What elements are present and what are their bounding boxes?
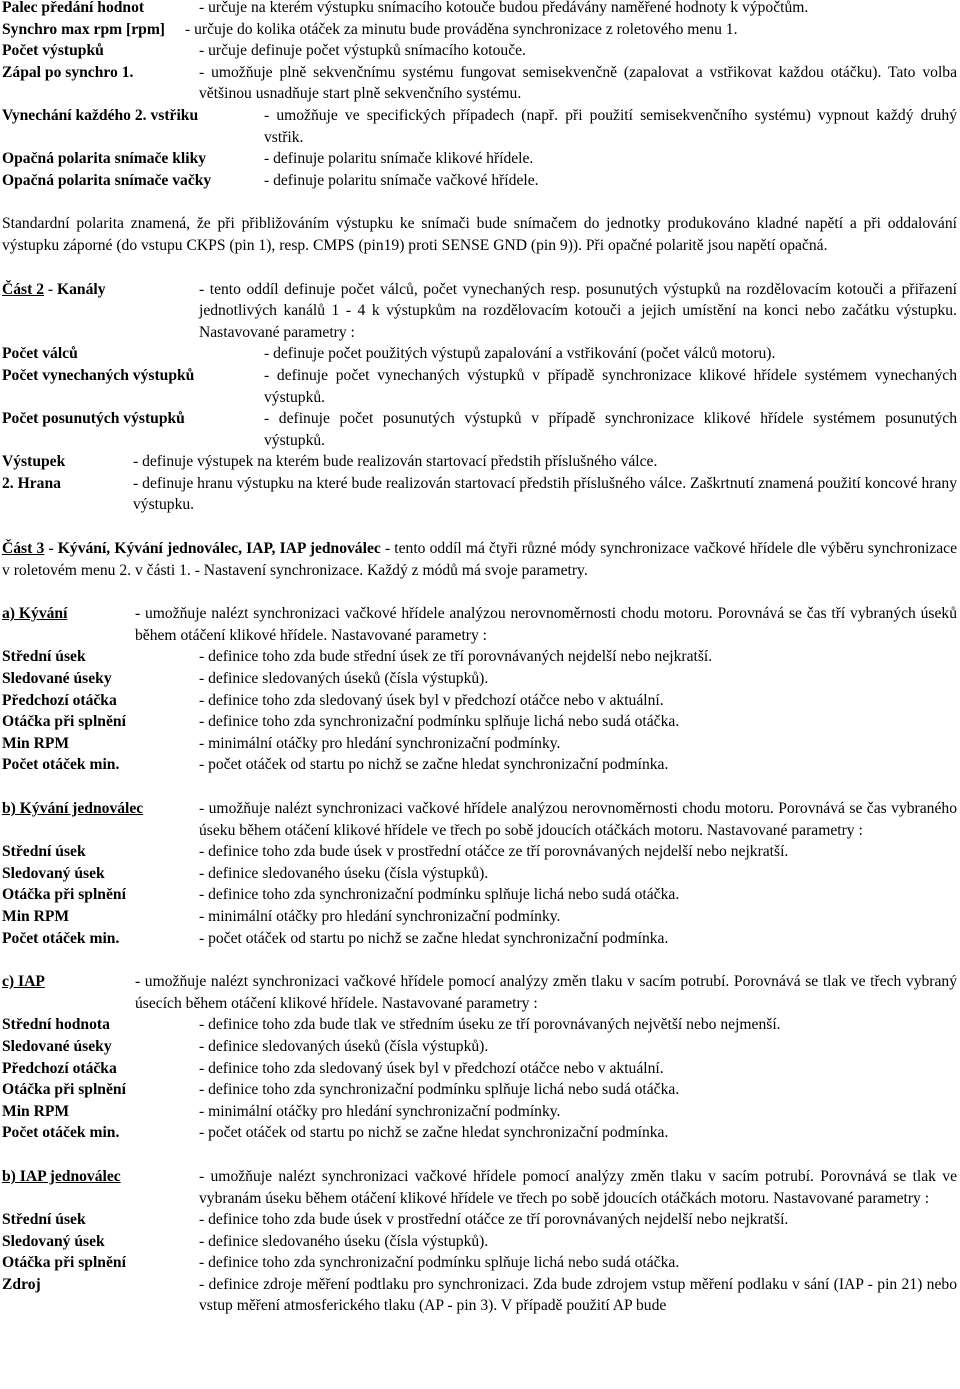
- definition-term: Synchro max rpm [rpm]: [2, 20, 166, 38]
- definition-row: [2, 19, 957, 41]
- definition-row: [2, 105, 957, 148]
- parameter-term: Otáčka při splnění: [2, 713, 126, 731]
- mode-section-iap: [2, 971, 957, 1014]
- parameter-term: Střední hodnota: [2, 1016, 110, 1034]
- mode-title[interactable]: c) IAP: [2, 973, 45, 991]
- definition-text: - definuje polaritu snímače vačkové hřídele.: [264, 171, 539, 189]
- parameter-text: - minimální otáčky pro hledání synchronizační podmínky.: [199, 1102, 561, 1120]
- parameter-row: [2, 1058, 957, 1080]
- parameter-text: - definice toho zda synchronizační podmínku splňuje lichá nebo sudá otáčka.: [199, 1081, 680, 1099]
- parameter-row: [2, 408, 957, 451]
- parameter-term: Otáčka při splnění: [2, 1254, 126, 1272]
- parameter-row: [2, 646, 957, 668]
- document-page: [2, 0, 957, 1317]
- parameter-term: 2. Hrana: [2, 474, 61, 492]
- parameter-text: - definice sledovaných úseků (čísla výstupků).: [199, 670, 489, 688]
- parameter-row: [2, 1014, 957, 1036]
- mode-description: - umožňuje nalézt synchronizaci vačkové hřídele pomocí analýzy změn tlaku v sacím potrubí. Porovnává se tlak ve třech vybraný úsecích během otáčení klikové hřídele. Nastavované parametry :: [135, 973, 957, 1012]
- parameter-term: Počet otáček min.: [2, 929, 120, 947]
- parameter-row: [2, 1231, 957, 1253]
- parameter-text: - definice sledovaných úseků (čísla výstupků).: [199, 1037, 489, 1055]
- part2-heading-row: [2, 279, 957, 344]
- parameter-text: - definice toho zda bude střední úsek ze tří porovnávaných nejdelší nebo nejkratší.: [199, 648, 713, 666]
- mode-parameters: [2, 841, 957, 949]
- mode-title[interactable]: b) IAP jednoválec: [2, 1167, 121, 1185]
- definition-text: - určuje do kolika otáček za minutu bude prováděna synchronizace z roletového menu 1.: [185, 20, 738, 38]
- mode-section-iap-jednovalec: [2, 1166, 957, 1209]
- parameter-text: - minimální otáčky pro hledání synchronizační podmínky.: [199, 734, 561, 752]
- parameter-term: Zdroj: [2, 1275, 41, 1293]
- part2-heading-link[interactable]: Část 2: [2, 280, 45, 298]
- parameter-text: - definice zdroje měření podtlaku pro synchronizaci. Zda bude zdrojem vstup měření podlaku v sání (IAP - pin 21) nebo vstup měření atmosferického tlaku (AP - pin 3). V případě použití AP bude: [199, 1275, 957, 1315]
- parameter-term: Počet otáček min.: [2, 756, 120, 774]
- parameter-row: [2, 690, 957, 712]
- parameter-row: [2, 1079, 957, 1101]
- parameter-text: - definice toho zda sledovaný úsek byl v předchozí otáčce nebo v aktuální.: [199, 691, 664, 709]
- parameter-term: Min RPM: [2, 1102, 70, 1120]
- parameter-text: - počet otáček od startu po nichž se začne hledat synchronizační podmínka.: [199, 756, 669, 774]
- definition-term: Opačná polarita snímače kliky: [2, 150, 207, 168]
- definition-row: [2, 62, 957, 105]
- parameter-term: Výstupek: [2, 453, 66, 471]
- part2-parameters: [2, 343, 957, 516]
- part2-heading-title: - Kanály: [44, 280, 106, 298]
- parameter-text: - počet otáček od startu po nichž se začne hledat synchronizační podmínka.: [199, 929, 669, 947]
- parameter-term: Předchozí otáčka: [2, 691, 117, 709]
- parameter-term: Sledovaný úsek: [2, 1232, 105, 1250]
- parameter-term: Střední úsek: [2, 1211, 86, 1229]
- mode-title[interactable]: a) Kývání: [2, 605, 68, 623]
- parameter-term: Otáčka při splnění: [2, 886, 126, 904]
- part3-heading-link[interactable]: Část 3: [2, 540, 45, 558]
- mode-section-kyvani-jednovalec: [2, 798, 957, 841]
- definition-row: [2, 0, 957, 19]
- definition-row: [2, 40, 957, 62]
- parameter-text: - minimální otáčky pro hledání synchronizační podmínky.: [199, 907, 561, 925]
- parameter-term: Sledované úseky: [2, 670, 112, 688]
- parameter-row: [2, 365, 957, 408]
- parameter-text: - definice toho zda bude tlak ve středním úseku ze tří porovnávaných největší nebo nejmenší.: [199, 1016, 781, 1034]
- parameter-term: Počet posunutých výstupků: [2, 410, 185, 428]
- definition-row: [2, 148, 957, 170]
- parameter-text: - definice toho zda synchronizační podmínku splňuje lichá nebo sudá otáčka.: [199, 886, 680, 904]
- parameter-term: Sledované úseky: [2, 1037, 112, 1055]
- mode-parameters: [2, 1209, 957, 1317]
- parameter-text: - definice toho zda bude úsek v prostřední otáčce ze tří porovnávaných nejdelší nebo nejkratší.: [199, 1211, 789, 1229]
- parameter-row: [2, 928, 957, 950]
- parameter-text: - definuje počet použitých výstupů zapalování a vstřikování (počet válců motoru).: [264, 345, 776, 363]
- definition-term: Zápal po synchro 1.: [2, 63, 134, 81]
- parameter-term: Min RPM: [2, 734, 70, 752]
- definition-term: Vynechání každého 2. vstřiku: [2, 106, 199, 124]
- definition-term: Počet výstupků: [2, 42, 104, 60]
- parameter-text: - definice sledovaného úseku (čísla výstupků).: [199, 864, 489, 882]
- parameter-row: [2, 1252, 957, 1274]
- parameter-row: [2, 906, 957, 928]
- parameter-row: [2, 451, 957, 473]
- definition-term: Opačná polarita snímače vačky: [2, 171, 212, 189]
- definition-text: - umožňuje ve specifických případech (např. při použití semisekvenčního systému) vypnout každý druhý vstřik.: [264, 106, 957, 146]
- parameter-term: Sledovaný úsek: [2, 864, 105, 882]
- parameter-row: [2, 668, 957, 690]
- definition-term: Palec předání hodnot: [2, 0, 145, 16]
- parameter-term: Střední úsek: [2, 843, 86, 861]
- parameter-term: Min RPM: [2, 907, 70, 925]
- definition-text: - určuje definuje počet výstupků snímacího kotouče.: [199, 42, 526, 60]
- part3-description: - tento oddíl má čtyři různé módy synchronizace vačkové hřídele dle výběru synchronizace v roletovém menu 2. v části 1. - Nastavení synchronizace. Každý z módů má svoje parametry.: [2, 540, 958, 579]
- parameter-text: - definuje výstupek na kterém bude realizován startovací předstih příslušného válce.: [133, 453, 658, 471]
- parameter-row: [2, 1036, 957, 1058]
- parameter-text: - definuje počet vynechaných výstupků v případě synchronizace klikové hřídele systémem vynechaných výstupků.: [264, 366, 957, 406]
- parameter-row: [2, 1101, 957, 1123]
- definition-text: - definuje polaritu snímače klikové hřídele.: [264, 150, 534, 168]
- parameter-row: [2, 733, 957, 755]
- intro-definitions: [2, 0, 957, 191]
- parameter-row: [2, 1122, 957, 1144]
- part2-description: - tento oddíl definuje počet válců, počet vynechaných resp. posunutých výstupků na rozdělovacím kotouči a přiřazení jednotlivých kanálů 1 - 4 k výstupkům na rozdělovacím kotouči a jejich umístění na konci nebo začátku výstupku. Nastavované parametry :: [199, 280, 957, 341]
- parameter-row: [2, 711, 957, 733]
- parameter-row: [2, 863, 957, 885]
- parameter-row: [2, 343, 957, 365]
- mode-description: - umožňuje nalézt synchronizaci vačkové hřídele analýzou nerovnoměrnosti chodu motoru. Porovnává se čas tří vybraných úseků během otáčení klikové hřídele. Nastavované parametry :: [135, 605, 957, 644]
- parameter-row: [2, 473, 957, 516]
- parameter-text: - definice sledovaného úseku (čísla výstupků).: [199, 1232, 489, 1250]
- definition-text: - určuje na kterém výstupku snímacího kotouče budou předávány naměřené hodnoty k výpočtům.: [199, 0, 809, 16]
- parameter-text: - definice toho zda synchronizační podmínku splňuje lichá nebo sudá otáčka.: [199, 713, 680, 731]
- polarity-paragraph: Standardní polarita znamená, že při přibližováním výstupku ke snímači bude snímačem do jednotky produkováno kladné napětí a při oddalování výstupku záporné (do vstupu CKPS (pin 1), resp. CMPS (pin19) proti SENSE GND (pin 9)). Při opačné polaritě jsou napětí opačná.: [2, 215, 957, 254]
- parameter-row: [2, 1274, 957, 1317]
- parameter-row: [2, 754, 957, 776]
- parameter-text: - definice toho zda synchronizační podmínku splňuje lichá nebo sudá otáčka.: [199, 1254, 680, 1272]
- mode-parameters: [2, 646, 957, 776]
- part3-heading-title: - Kývání, Kývání jednoválec, IAP, IAP jednoválec: [44, 540, 381, 558]
- mode-title[interactable]: b) Kývání jednoválec: [2, 800, 144, 817]
- parameter-text: - definuje hranu výstupku na které bude realizován startovací předstih příslušného válce. Zaškrtnutí znamená použití koncové hrany výstupku.: [133, 474, 957, 514]
- parameter-text: - definice toho zda sledovaný úsek byl v předchozí otáčce nebo v aktuální.: [199, 1059, 664, 1077]
- definition-row: [2, 170, 957, 192]
- part3-heading-paragraph: [2, 538, 957, 581]
- parameter-row: [2, 841, 957, 863]
- mode-section-kyvani: [2, 603, 957, 646]
- parameter-text: - definuje počet posunutých výstupků v případě synchronizace klikové hřídele systémem posunutých výstupků.: [264, 410, 957, 449]
- parameter-text: - definice toho zda bude úsek v prostřední otáčce ze tří porovnávaných nejdelší nebo nejkratší.: [199, 843, 789, 861]
- parameter-text: - počet otáček od startu po nichž se začne hledat synchronizační podmínka.: [199, 1124, 669, 1142]
- mode-parameters: [2, 1014, 957, 1144]
- parameter-row: [2, 1209, 957, 1231]
- parameter-term: Počet vynechaných výstupků: [2, 366, 195, 384]
- parameter-row: [2, 884, 957, 906]
- parameter-term: Předchozí otáčka: [2, 1059, 117, 1077]
- parameter-term: Počet válců: [2, 345, 78, 363]
- part2-heading: [2, 279, 199, 301]
- parameter-term: Otáčka při splnění: [2, 1081, 126, 1099]
- parameter-term: Počet otáček min.: [2, 1124, 120, 1142]
- parameter-term: Střední úsek: [2, 648, 86, 666]
- mode-description: - umožňuje nalézt synchronizaci vačkové hřídele analýzou nerovnoměrnosti chodu motoru. Porovnává se čas vybraného úseku během otáčení klikové hřídele ve třech po sobě jdoucích otáčkách motoru. Nastavované parametry :: [199, 800, 957, 839]
- definition-text: - umožňuje plně sekvenčnímu systému fungovat semisekvenčně (zapalovat a vstřikovat každou otáčku). Tato volba většinou usnadňuje start plně sekvenčního systému.: [199, 63, 957, 103]
- mode-description: - umožňuje nalézt synchronizaci vačkové hřídele pomocí analýzy změn tlaku v sacím potrubí. Porovnává se tlak ve vybranám úseku během otáčení klikové hřídele ve třech po sobě jdoucích otáčkách motoru. Nastavované parametry :: [199, 1167, 957, 1207]
